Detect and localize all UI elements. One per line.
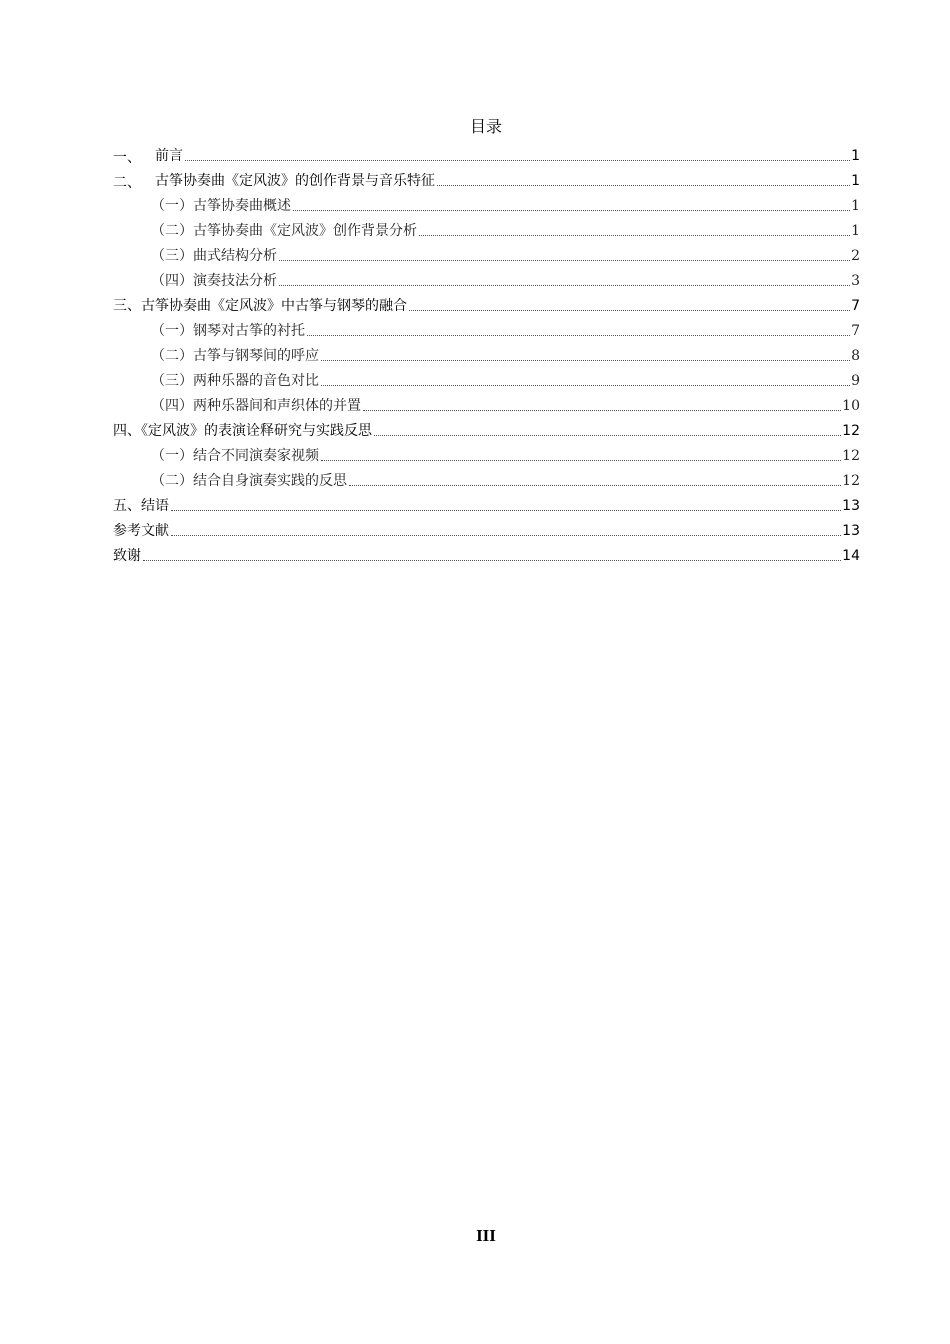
toc-entry[interactable]: [113, 317, 860, 342]
dot-leader: [374, 435, 841, 436]
toc-entry[interactable]: [113, 267, 860, 292]
dot-leader: [171, 535, 841, 536]
toc-entry-text: 前言: [155, 148, 183, 164]
toc-entry-page: 1: [851, 148, 860, 164]
dot-leader: [279, 260, 850, 261]
toc-entry[interactable]: [113, 517, 860, 542]
toc-entry[interactable]: [113, 292, 860, 317]
toc-entry[interactable]: [113, 467, 860, 492]
toc-entry-page: 3: [851, 273, 860, 289]
dot-leader: [307, 335, 850, 336]
toc-entry-page: 2: [851, 248, 860, 264]
toc-entry-text: （四）演奏技法分析: [151, 273, 277, 289]
toc-entry-text: 致谢: [113, 548, 141, 564]
toc-entry-text: （二）结合自身演奏实践的反思: [151, 473, 347, 489]
toc-entry-text: 古筝协奏曲《定风波》的创作背景与音乐特征: [155, 173, 435, 189]
toc-entry-number: 二、: [113, 175, 141, 191]
dot-leader: [321, 360, 850, 361]
page-number: III: [476, 1226, 496, 1245]
dot-leader: [293, 210, 850, 211]
dot-leader: [437, 185, 850, 186]
toc-entry-text: 参考文献: [113, 523, 169, 539]
toc-entry-text: （一）结合不同演奏家视频: [151, 448, 319, 464]
toc-entry-text: 五、结语: [113, 498, 169, 514]
toc-entry[interactable]: [113, 242, 860, 267]
toc-entry-page: 1: [851, 173, 860, 189]
toc-entry-text: （三）曲式结构分析: [151, 248, 277, 264]
toc-entry-page: 12: [842, 473, 860, 489]
toc-entry-text: （一）钢琴对古筝的衬托: [151, 323, 305, 339]
toc-entry-page: 7: [851, 298, 860, 314]
toc-entry-page: 12: [842, 448, 860, 464]
toc-entry[interactable]: [113, 542, 860, 567]
toc-entry[interactable]: [113, 442, 860, 467]
toc-entry-text: 三、古筝协奏曲《定风波》中古筝与钢琴的融合: [113, 298, 407, 314]
toc-entry-page: 12: [842, 423, 860, 439]
dot-leader: [185, 160, 850, 161]
dot-leader: [419, 235, 850, 236]
toc-entry-page: 1: [851, 198, 860, 214]
toc-entry[interactable]: [113, 392, 860, 417]
toc-entry-page: 1: [851, 223, 860, 239]
toc-entry-text: （二）古筝与钢琴间的呼应: [151, 348, 319, 364]
toc-entry[interactable]: [113, 367, 860, 392]
toc-entry[interactable]: [113, 192, 860, 217]
dot-leader: [409, 310, 850, 311]
toc-entry-page: 9: [851, 373, 860, 389]
dot-leader: [143, 560, 841, 561]
toc-entry-page: 13: [842, 498, 860, 514]
toc-entry-text: （一）古筝协奏曲概述: [151, 198, 291, 214]
toc-entry-text: （三）两种乐器的音色对比: [151, 373, 319, 389]
toc-entry[interactable]: [113, 342, 860, 367]
dot-leader: [321, 385, 850, 386]
toc-entry-text: （四）两种乐器间和声织体的并置: [151, 398, 361, 414]
toc-title: 目录: [469, 117, 502, 136]
table-of-contents: [113, 142, 860, 567]
toc-entry-page: 7: [851, 323, 860, 339]
dot-leader: [171, 510, 841, 511]
dot-leader: [279, 285, 850, 286]
toc-entry[interactable]: [113, 492, 860, 517]
toc-entry-page: 13: [842, 523, 860, 539]
toc-entry-page: 14: [842, 548, 860, 564]
dot-leader: [349, 485, 841, 486]
toc-entry[interactable]: [113, 142, 860, 167]
toc-entry[interactable]: [113, 167, 860, 192]
toc-entry-page: 8: [851, 348, 860, 364]
toc-entry-text: 四、《定风波》的表演诠释研究与实践反思: [113, 423, 372, 439]
toc-entry-page: 10: [842, 398, 860, 414]
dot-leader: [321, 460, 841, 461]
toc-entry-number: 一、: [113, 150, 141, 166]
toc-entry-text: （二）古筝协奏曲《定风波》创作背景分析: [151, 223, 417, 239]
dot-leader: [363, 410, 841, 411]
toc-entry[interactable]: [113, 417, 860, 442]
toc-entry[interactable]: [113, 217, 860, 242]
